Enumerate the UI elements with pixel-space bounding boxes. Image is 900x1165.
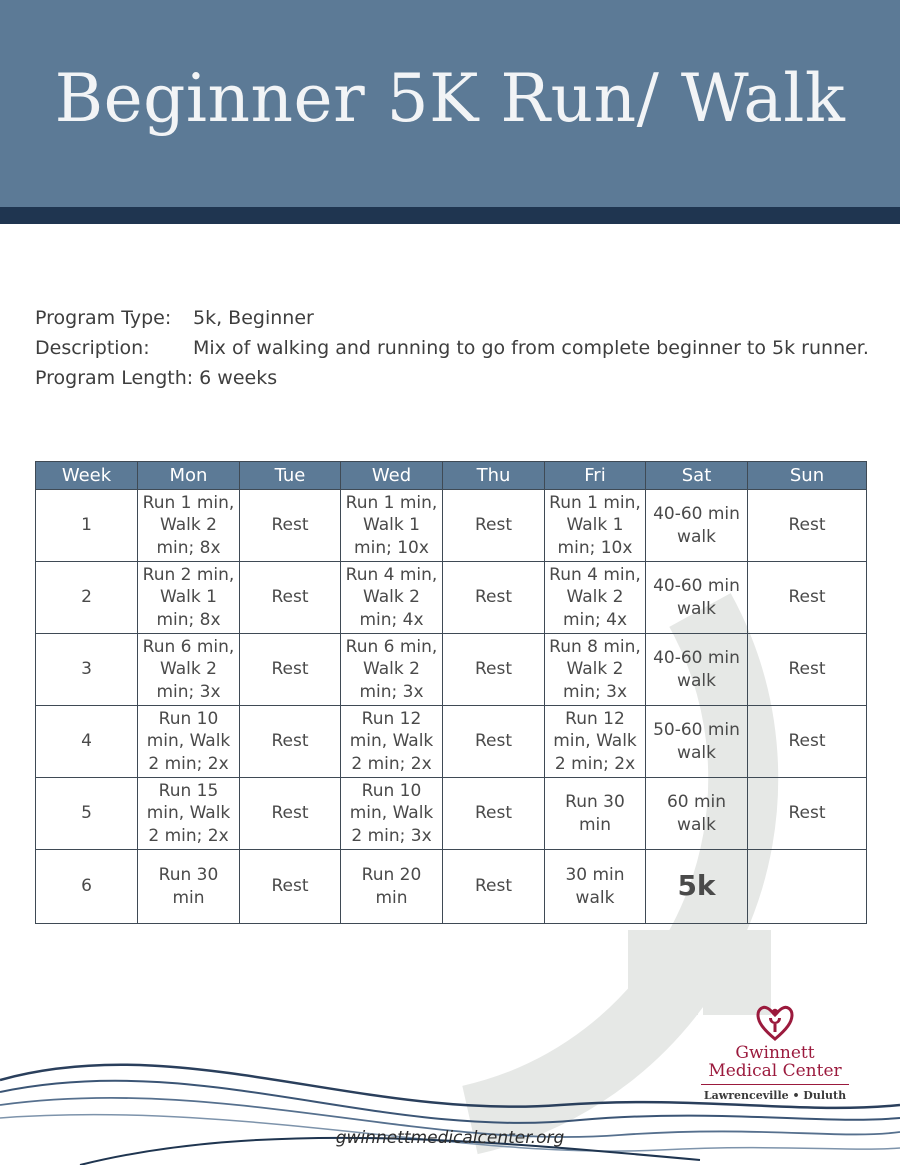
header-mon: Mon bbox=[138, 462, 240, 490]
cell-tue: Rest bbox=[240, 562, 341, 634]
week-number: 4 bbox=[36, 706, 138, 778]
cell-thu: Rest bbox=[443, 490, 545, 562]
cell-fri: Run 12 min, Walk 2 min; 2x bbox=[545, 706, 646, 778]
cell-sun: Rest bbox=[748, 706, 867, 778]
program-type-label: Program Type: bbox=[35, 307, 172, 329]
cell-tue: Rest bbox=[240, 850, 341, 924]
cell-tue: Rest bbox=[240, 490, 341, 562]
page-title: Beginner 5K Run/ Walk bbox=[54, 60, 846, 137]
cell-thu: Rest bbox=[443, 562, 545, 634]
cell-tue: Rest bbox=[240, 706, 341, 778]
cell-wed: Run 1 min, Walk 1 min; 10x bbox=[341, 490, 443, 562]
header-wed: Wed bbox=[341, 462, 443, 490]
cell-sun: Rest bbox=[748, 562, 867, 634]
week-number: 5 bbox=[36, 778, 138, 850]
cell-mon: Run 10 min, Walk 2 min; 2x bbox=[138, 706, 240, 778]
table-row bbox=[36, 850, 867, 924]
cell-fri: Run 8 min, Walk 2 min; 3x bbox=[545, 634, 646, 706]
week-number: 3 bbox=[36, 634, 138, 706]
website-url: gwinnettmedicalcenter.org bbox=[335, 1128, 565, 1148]
header-fri: Fri bbox=[545, 462, 646, 490]
heart-figure-icon bbox=[755, 1002, 795, 1042]
logo-name-line1: Gwinnett bbox=[735, 1043, 815, 1063]
description-value: Mix of walking and running to go from complete beginner to 5k runner. bbox=[193, 337, 869, 359]
program-type-row bbox=[35, 307, 314, 329]
cell-sat: 40-60 min walk bbox=[646, 490, 748, 562]
cell-wed: Run 6 min, Walk 2 min; 3x bbox=[341, 634, 443, 706]
header-sun: Sun bbox=[748, 462, 867, 490]
background-block bbox=[628, 930, 698, 1015]
program-length-label: Program Length: bbox=[35, 367, 194, 389]
week-number: 2 bbox=[36, 562, 138, 634]
program-length-row bbox=[35, 367, 277, 389]
cell-mon: Run 2 min, Walk 1 min; 8x bbox=[138, 562, 240, 634]
cell-wed: Run 10 min, Walk 2 min; 3x bbox=[341, 778, 443, 850]
cell-sat: 50-60 min walk bbox=[646, 706, 748, 778]
schedule-table bbox=[35, 461, 867, 924]
cell-fri: 30 min walk bbox=[545, 850, 646, 924]
logo-divider bbox=[701, 1084, 849, 1085]
program-type-value: 5k, Beginner bbox=[193, 307, 314, 329]
cell-sun: Rest bbox=[748, 778, 867, 850]
cell-sun: Rest bbox=[748, 634, 867, 706]
table-row bbox=[36, 778, 867, 850]
cell-mon: Run 1 min, Walk 2 min; 8x bbox=[138, 490, 240, 562]
cell-thu: Rest bbox=[443, 634, 545, 706]
description-label: Description: bbox=[35, 337, 150, 359]
cell-thu: Rest bbox=[443, 778, 545, 850]
cell-sun: Rest bbox=[748, 490, 867, 562]
header-sat: Sat bbox=[646, 462, 748, 490]
race-day-5k: 5k bbox=[646, 850, 748, 924]
cell-fri: Run 30 min bbox=[545, 778, 646, 850]
cell-fri: Run 1 min, Walk 1 min; 10x bbox=[545, 490, 646, 562]
cell-tue: Rest bbox=[240, 634, 341, 706]
cell-mon: Run 6 min, Walk 2 min; 3x bbox=[138, 634, 240, 706]
cell-sun bbox=[748, 850, 867, 924]
header-week: Week bbox=[36, 462, 138, 490]
table-row bbox=[36, 706, 867, 778]
week-number: 1 bbox=[36, 490, 138, 562]
header-thu: Thu bbox=[443, 462, 545, 490]
week-number: 6 bbox=[36, 850, 138, 924]
cell-wed: Run 12 min, Walk 2 min; 2x bbox=[341, 706, 443, 778]
description-row bbox=[35, 337, 869, 359]
cell-fri: Run 4 min, Walk 2 min; 4x bbox=[545, 562, 646, 634]
gwinnett-logo bbox=[700, 1002, 850, 1102]
cell-wed: Run 20 min bbox=[341, 850, 443, 924]
table-row bbox=[36, 634, 867, 706]
table-row bbox=[36, 562, 867, 634]
cell-sat: 40-60 min walk bbox=[646, 634, 748, 706]
cell-thu: Rest bbox=[443, 850, 545, 924]
cell-tue: Rest bbox=[240, 778, 341, 850]
cell-mon: Run 30 min bbox=[138, 850, 240, 924]
header-tue: Tue bbox=[240, 462, 341, 490]
logo-locations: Lawrenceville • Duluth bbox=[703, 1089, 847, 1102]
table-header-row bbox=[36, 462, 867, 490]
cell-mon: Run 15 min, Walk 2 min; 2x bbox=[138, 778, 240, 850]
logo-name-line2: Medical Center bbox=[708, 1061, 842, 1081]
table-row bbox=[36, 490, 867, 562]
logo-name bbox=[700, 1044, 850, 1080]
cell-thu: Rest bbox=[443, 706, 545, 778]
cell-sat: 60 min walk bbox=[646, 778, 748, 850]
cell-wed: Run 4 min, Walk 2 min; 4x bbox=[341, 562, 443, 634]
program-length-value: 6 weeks bbox=[199, 367, 278, 389]
cell-sat: 40-60 min walk bbox=[646, 562, 748, 634]
